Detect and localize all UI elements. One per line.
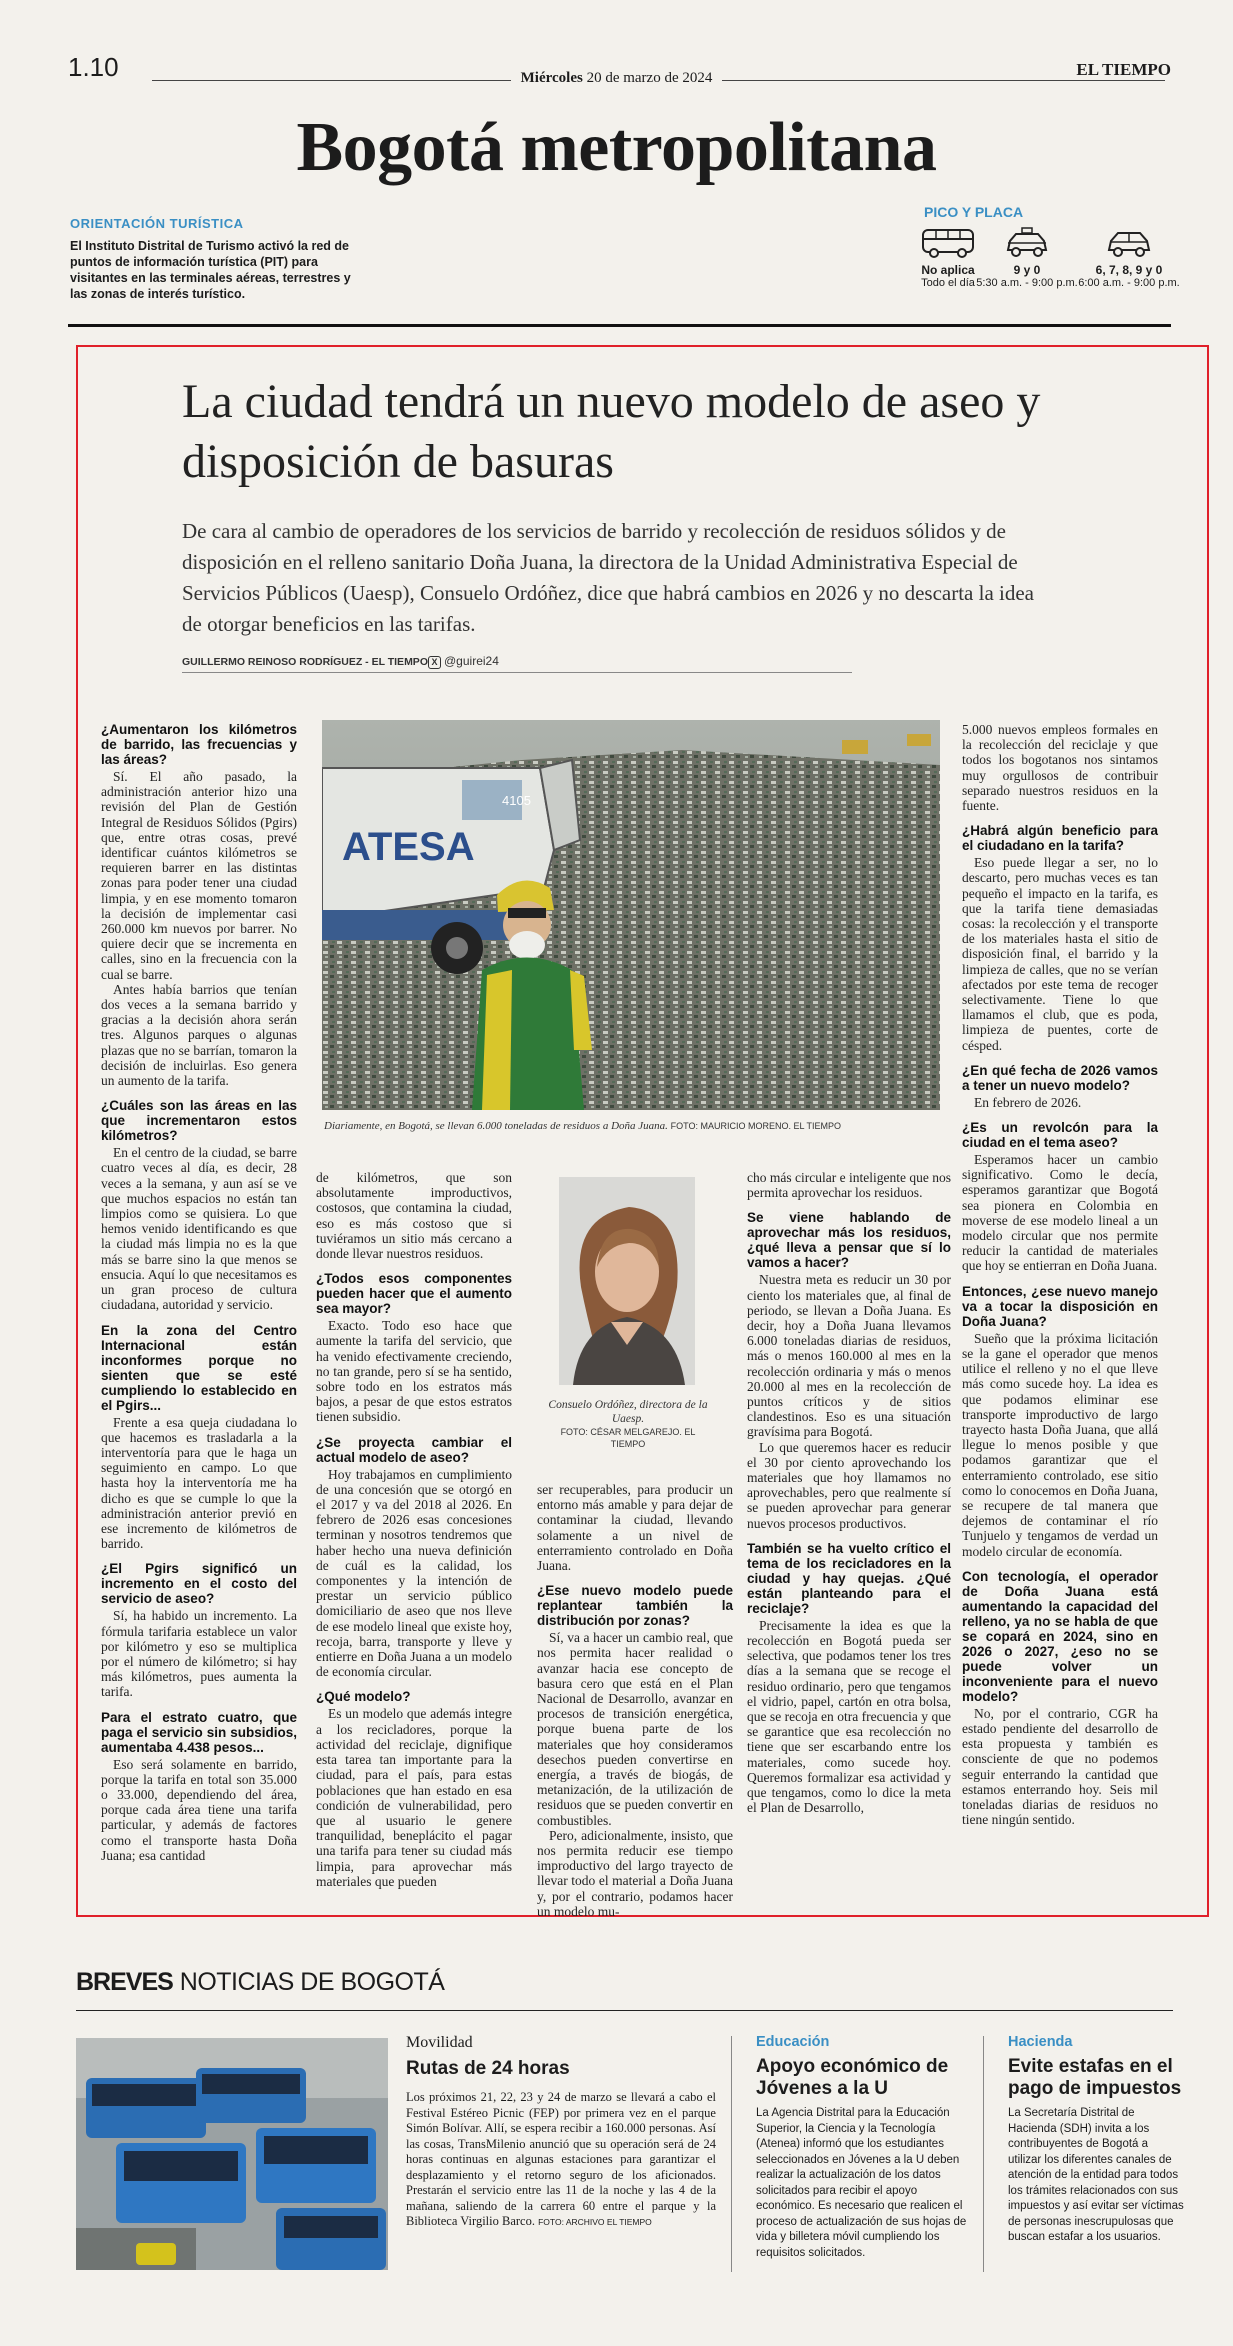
paragraph: Antes había barrios que tenían dos veces a la semana barrido y gracias a la decisión ahora serán tres. Algunos parques o algunas plazas que no se barrían, tomaron la decisión de incluirlas. Eso genera un aumento de la tarifa. (101, 981, 297, 1089)
pico-item-bus: No aplica Todo el día (893, 226, 1003, 290)
pico-placa-label: PICO Y PLACA (924, 204, 1024, 220)
paragraph: 5.000 nuevos empleos formales en la recolección del reciclaje y que todos los bogotanos nos sintamos muy orgullosos de contribuir separado nuestros residuos en la fuente. (962, 722, 1158, 814)
paragraph: Exacto. Todo eso hace que aumente la tarifa del servicio, que ha venido efectivamente creciendo, no tan grande, pero sí se ha sentido, sobre todo en los estratos más bajos, a pesar de que estos estratos tienen subsidio. (316, 1318, 512, 1425)
breve-hacienda-title: Evite estafas en el pago de impuestos (1008, 2056, 1182, 2099)
article-byline: GUILLERMO REINOSO RODRÍGUEZ - EL TIEMPO (182, 656, 428, 668)
interview-question: ¿Qué modelo? (316, 1689, 411, 1705)
paragraph: Precisamente la idea es que la recolección en Bogotá pueda ser selectiva, que podamos tener los tres días a la semana que se recoge el residuo ordinario, pero que tengamos el vidrio, papel, cartón en otra bolsa, que se recoja en otra frecuencia y que se garantice que esa recolección no tiene que ser escarbando entre los materiales, como sucede hoy. Queremos formalizar esa actividad y que tengamos, como lo dice la meta el Plan de Desarrollo, (747, 1617, 951, 1816)
pico-item-taxi: 9 y 0 5:30 a.m. - 9:00 p.m. (972, 226, 1082, 290)
interview-question: ¿Todos esos componentes pueden hacer que el aumento sea mayor? (316, 1271, 512, 1317)
paragraph: Eso puede llegar a ser, no lo descarto, pero muchas veces es tan pequeño el impacto en la tarifa, es que la tarifa tiene demasiadas cosas: la recolección y el transporte de los materiales hasta el sitio de disposición final, el barrido y la limpieza de calles, que no se verían afectados por este tema de recoger selectivamente. Tiene lo que llamamos el club, que es poda, limpieza de puentes, corte de césped. (962, 855, 1158, 1053)
landfill-photo (322, 720, 940, 1110)
portrait-caption: Consuelo Ordóñez, directora de la Uaesp. FOTO: CÉSAR MELGAREJO. EL TIEMPO (548, 1399, 708, 1449)
article-column-2 (316, 1170, 512, 1889)
paragraph: Eso será solamente en barrido, porque la tarifa en total son 35.000 o 33.000, dependiendo del área, porque cada área tiene una tarifa particular, y además de factores como el transporte hasta Doña Juana; esa cantidad (101, 1756, 297, 1863)
breve-hacienda-body: La Secretaría Distrital de Hacienda (SDH) invita a los contribuyentes de Bogotá a utilizar los diferentes canales de atención de la entidad para todos los trámites relacionados con sus impuestos y así evitar ser víctimas de personas inescrupulosas que buscan estafar a los usuarios. (1008, 2107, 1184, 2243)
car-icon (1104, 226, 1154, 260)
truck-logo: ATESA (342, 825, 475, 869)
breve-educacion-category: Educación (756, 2034, 830, 2050)
interview-question: También se ha vuelto crítico el tema de los recicladores en la ciudad y hay quejas. ¿Qué están planteando para el reciclaje? (747, 1540, 951, 1616)
interview-question: ¿El Pgirs significó un incremento en el costo del servicio de aseo? (101, 1561, 297, 1607)
section-title: Bogotá metropolitana (296, 109, 937, 186)
article-column-4 (747, 1170, 951, 1816)
breves-rule (76, 2010, 1173, 2011)
breve-movilidad-category: Movilidad (406, 2034, 473, 2051)
breve-educacion-title: Apoyo económico de Jóvenes a la U (756, 2056, 949, 2099)
paragraph: Sí, ha habido un incremento. La fórmula tarifaria establece un valor por kilómetro y eso se multiplica por el número de kilómetro; si hay más kilómetros, pues aumenta la tarifa. (101, 1608, 297, 1700)
paragraph: cho más circular e inteligente que nos permita aprovechar los residuos. (747, 1170, 951, 1201)
paragraph: Frente a esa queja ciudadana lo que hacemos es trasladarla a la interventoría para que le haga un seguimiento en campo. Lo que hasta hoy la interventoría me ha dicho es que se cumple lo que la administración anterior previó en ese incremento de kilómetros de barrido. (101, 1414, 297, 1552)
interview-question: ¿Ese nuevo modelo puede replantear también la distribución por zonas? (537, 1583, 733, 1629)
interview-question: En la zona del Centro Internacional están inconformes porque no sienten que se esté cumpliendo lo establecido en el Pgirs... (101, 1322, 297, 1413)
paragraph: Pero, adicionalmente, insisto, que nos permita reducir ese tiempo improductivo del largo trayecto de llevar todo el material a Doña Juana y, por el contrario, podamos hacer un modelo mu- (537, 1827, 733, 1919)
paragraph: Hoy trabajamos en cumplimiento de una concesión que se otorgó en el 2017 y va del 2018 al 2026. En febrero de 2026 esas concesiones terminan y nosotros tendremos que haber hecho una nueva definición de cuál es la calidad, los componentes y la intención de prestar un servicio público domiciliario de aseo que nos lleve de ese modelo lineal que existe hoy, recoja, barra, transporte y lleve y entierre en Doña Juana a un modelo de economía circular. (316, 1466, 512, 1680)
author-handle: X @guirei24 (428, 654, 499, 669)
breve-educacion-body: La Agencia Distrital para la Educación Superior, la Ciencia y la Tecnología (Atenea) informó que los estudiantes seleccionados en Jóvenes a la U deben realizar la actualización de los datos solicitados para recibir el apoyo económico. Es necesario que realicen el proceso de actualización de sus hojas de vida y billetera móvil cumpliendo los requisitos solicitados. (756, 2107, 967, 2259)
transmilenio-photo (76, 2038, 388, 2270)
paragraph: de kilómetros, que son absolutamente improductivos, costosos, que contamina la ciudad, eso es más costoso que si tuviéramos un sitio más cercano a donde llevar nuestros residuos. (316, 1170, 512, 1262)
breve-hacienda-category: Hacienda (1008, 2034, 1073, 2050)
newspaper-name: EL TIEMPO (1068, 60, 1171, 80)
paragraph: Sí. El año pasado, la administración anterior hizo una revisión del Plan de Gestión Integral de Residuos Sólidos (Pgirs) que, entre otras cosas, prevé identificar cuántos kilómetros se requieren barrer en las distintas zonas para poder tener una ciudad limpia, y en ese momento tomaron la decisión de implementar casi 260.000 km nuevos por barrer. No quiere decir que se incrementa en calles, sino en la frecuencia con la cual se barre. (101, 769, 297, 982)
breves-divider-2 (983, 2036, 984, 2272)
interview-question: Con tecnología, el operador de Doña Juana está aumentando la capacidad del relleno, ya no se habla de que se copará en 2024, sino en 2026 o 2027, ¿eso no se puede volver un inconveniente para el nuevo modelo? (962, 1568, 1158, 1704)
article-column-3 (537, 1482, 733, 1919)
paragraph: No, por el contrario, CGR ha estado pendiente del desarrollo de esta propuesta y también es consciente de que no podemos seguir enterrando la cantidad que estamos enterrando hoy. Seis mil toneladas diarias de residuos no tiene ningún sentido. (962, 1705, 1158, 1828)
article-lede: De cara al cambio de operadores de los servicios de barrido y recolección de residuos sólidos y de disposición en el relleno sanitario Doña Juana, la directora de la Unidad Administrativa Especial de Servicios Públicos (Uaesp), Consuelo Ordóñez, dice que habrá cambios en 2026 y no descarta la idea de otorgar beneficios en las tarifas. (182, 519, 1034, 636)
paragraph: En el centro de la ciudad, se barre cuatro veces al día, es decir, 28 veces a la semana, y aun así se ve que muchos espacios no están tan limpios como se quisiera. Lo que hemos venido identificando es que la ciudad más limpia no es la que más se barre sino la que menos se ensucia. Aquí lo que necesitamos es un gran proceso de cultura ciudadana, autoridad y servicio. (101, 1145, 297, 1313)
interview-question: Entonces, ¿ese nuevo manejo va a tocar la disposición en Doña Juana? (962, 1283, 1158, 1329)
x-social-icon: X (428, 656, 441, 669)
interview-question: ¿Cuáles son las áreas en las que incrementaron estos kilómetros? (101, 1098, 297, 1144)
truck-number: 4105 (502, 793, 531, 808)
paragraph: Esperamos hacer un cambio significativo. Como le decía, esperamos garantizar que Bogotá sea pionera en Colombia en moverse de ese modelo lineal a un modelo circular que nos permite reducir la cantidad de materiales que hoy se entierran en Doña Juana. (962, 1152, 1158, 1274)
paragraph: ser recuperables, para producir un entorno más amable y para dejar de contaminar la ciudad, llevando solamente a un nivel de enterramiento controlado en Doña Juana. (537, 1482, 733, 1574)
orientacion-label: ORIENTACIÓN TURÍSTICA (70, 216, 244, 231)
byline-rule (182, 672, 852, 673)
interview-question: ¿Habrá algún beneficio para el ciudadano en la tarifa? (962, 823, 1158, 854)
breves-header: BREVES NOTICIAS DE BOGOTÁ (76, 1968, 445, 1996)
breve-movilidad-title: Rutas de 24 horas (406, 2058, 570, 2079)
paragraph: Sí, va a hacer un cambio real, que nos permita hacer realidad o avanzar hacia ese concepto de basura cero que está en el Plan Nacional de Desarrollo, avanzar en procesos de transición energética, porque buena parte de los materiales que hoy consideramos desechos pueden convertirse en energía, a través de biogás, de metanización, de la utilización de residuos que se pueden convertir en combustibles. (537, 1630, 733, 1828)
pico-item-car: 6, 7, 8, 9 y 0 6:00 a.m. - 9:00 p.m. (1074, 226, 1184, 290)
interview-question: Para el estrato cuatro, que paga el servicio sin subsidios, aumentaba 4.438 pesos... (101, 1709, 297, 1755)
paragraph: En febrero de 2026. (974, 1094, 1082, 1110)
bus-icon (919, 226, 977, 260)
interview-question: Se viene hablando de aprovechar más los residuos, ¿qué lleva a pensar que sí lo vamos a hacer? (747, 1210, 951, 1271)
paragraph: Lo que queremos hacer es reducir el 30 por ciento aprovechando los materiales que hoy llamamos no aprovechables, pero que realmente sí se pueden aprovechar para generar nuevos procesos productivos. (747, 1439, 951, 1531)
issue-date: Miércoles 20 de marzo de 2024 (0, 70, 1233, 87)
paragraph: Nuestra meta es reducir un 30 por ciento los materiales que, al final de periodo, se llevan a Doña Juana. Es decir, hoy a Doña Juana llevamos 6.000 toneladas diarias de residuos, más o menos 160.000 al mes en la recolección ordinaria y más o menos 20.000 al mes en la recolección de puntos críticos y de sitios clandestinos. Eso es una situación gravísima para Bogotá. (747, 1272, 951, 1440)
paragraph: Sueño que la próxima licitación se la gane el operador que menos utilice el relleno y no el que lleve más como sucede hoy. La idea es que podamos eliminar ese transporte improductivo de largo trayecto hasta Doña Juana, que allá llegue lo menos posible y que podamos garantizar que el enterramiento controlado, ese sitio como lo conocemos en Doña Juana, se recupere de tal manera que dejemos de contaminar el río Tunjuelo y tengamos de verdad un modelo circular de economía. (962, 1330, 1158, 1559)
section-divider (68, 324, 1171, 327)
portrait-photo (559, 1177, 695, 1385)
photo-caption: Diariamente, en Bogotá, se llevan 6.000 toneladas de residuos a Doña Juana. FOTO: MAURICIO MORENO. EL TIEMPO (324, 1120, 842, 1132)
paragraph: Es un modelo que además integre a los recicladores, porque la actividad del reciclaje, dignifique esta tarea tan importante para la ciudad, para el país, para estas poblaciones que han estado en esa condición de vulnerabilidad, pero que al usuario le genere tranquilidad, beneplácito el pagar una tarifa para tener su ciudad más limpia, para aprovechar más materiales que pueden (316, 1706, 512, 1889)
breve-movilidad-body: Los próximos 21, 22, 23 y 24 de marzo se llevará a cabo el Festival Estéreo Picnic (FEP) por primera vez en el parque Simón Bolívar. Allí, se espera recibir a 160.000 personas. Así las cosas, TransMilenio anunció que su operación será de 24 horas continuas en algunas estaciones para garantizar el desplazamiento y el retorno seguro de los aficionados. Prestarán el servicio entre las 11 de la noche y las 4 de la mañana, saliendo de la carrera 60 entre el parque y la Biblioteca Virgilio Barco. FOTO: ARCHIVO EL TIEMPO (406, 2090, 716, 2228)
page-number: 1.10 (68, 52, 119, 82)
article-column-5 (962, 722, 1158, 1827)
interview-question: ¿Aumentaron los kilómetros de barrido, las frecuencias y las áreas? (101, 722, 297, 767)
interview-question: ¿En qué fecha de 2026 vamos a tener un nuevo modelo? (962, 1062, 1158, 1093)
breves-divider-1 (731, 2036, 732, 2272)
article-headline: La ciudad tendrá un nuevo modelo de aseo y disposición de basuras (182, 375, 1041, 488)
interview-question: ¿Se proyecta cambiar el actual modelo de aseo? (316, 1434, 512, 1465)
interview-question: ¿Es un revolcón para la ciudad en el tema aseo? (962, 1120, 1158, 1151)
taxi-icon (1002, 226, 1052, 260)
article-column-1 (101, 722, 297, 1863)
orientacion-text: El Instituto Distrital de Turismo activó la red de puntos de información turística (PIT) para visitantes en las terminales aéreas, terrestres y las zonas de interés turístico. (70, 239, 351, 301)
